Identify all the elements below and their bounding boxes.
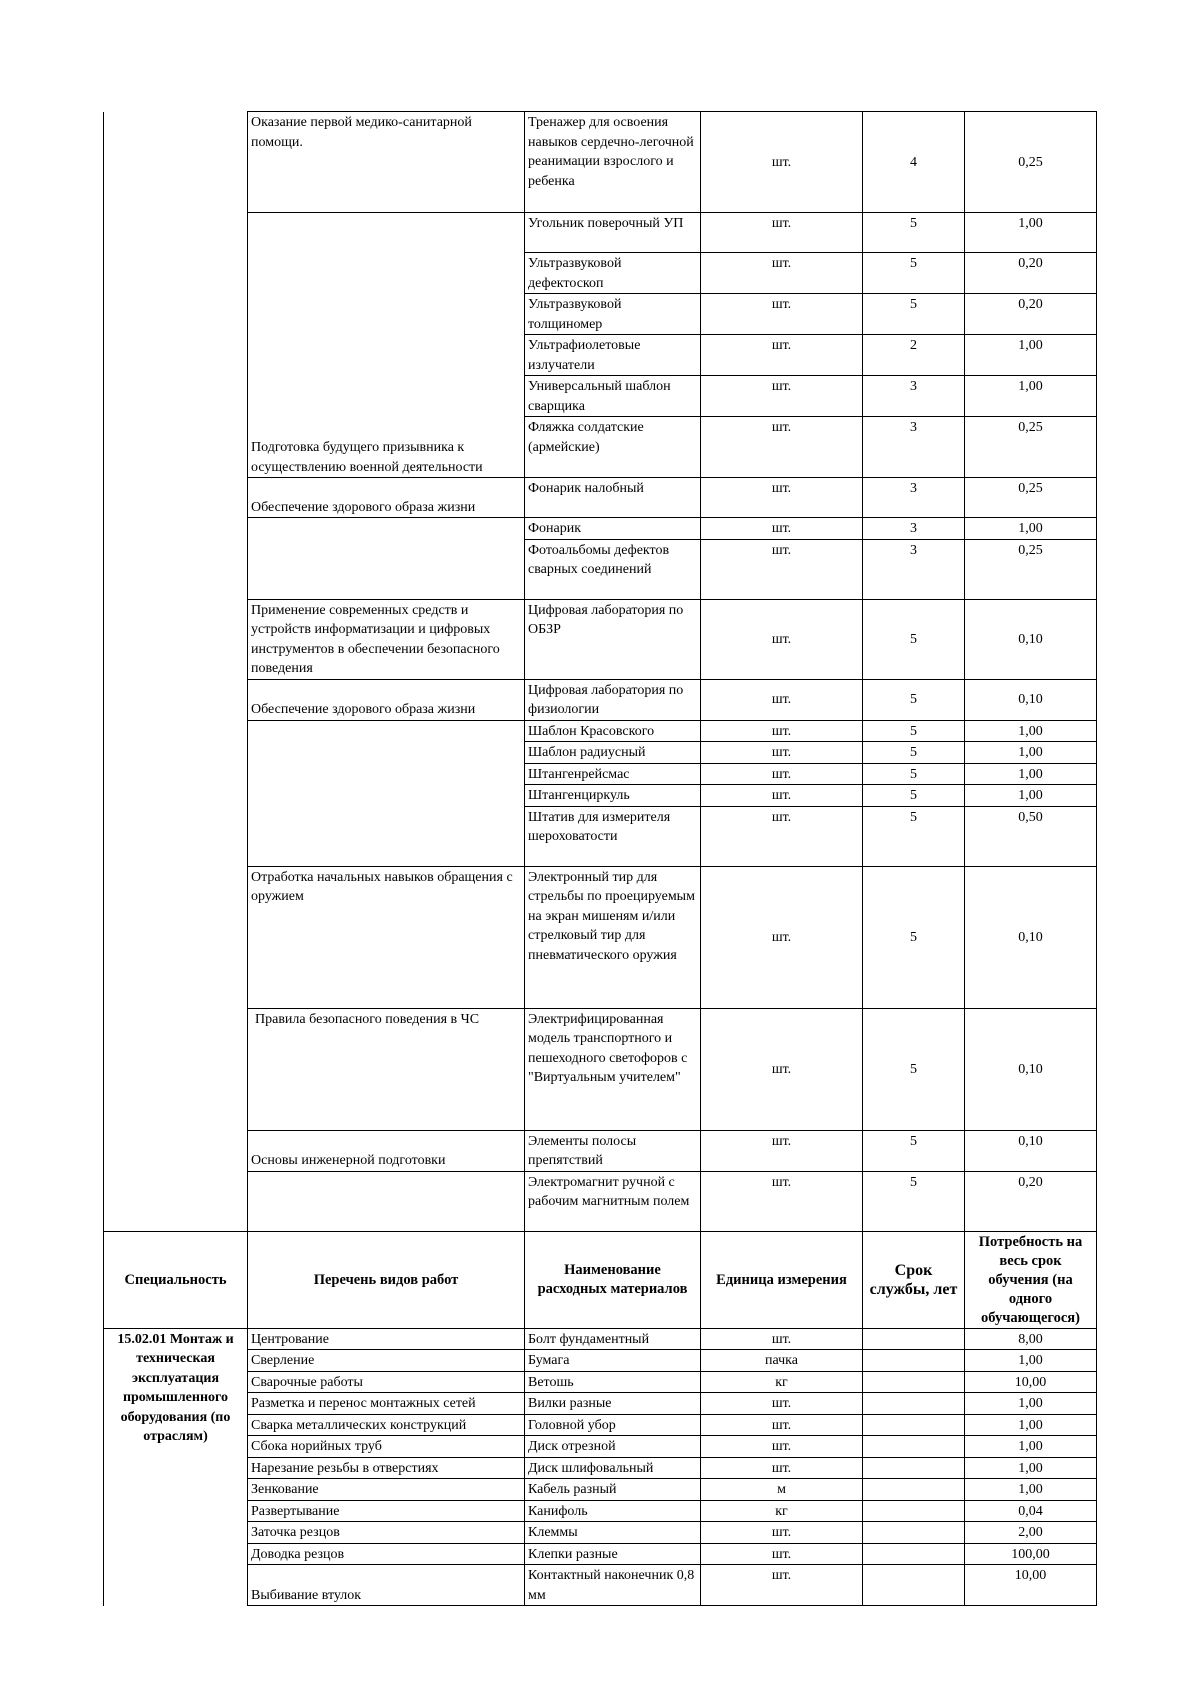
term-cell: 3 bbox=[863, 417, 965, 478]
term-cell bbox=[863, 1436, 965, 1458]
work-cell: Развертывание bbox=[248, 1500, 525, 1522]
unit-cell: шт. bbox=[701, 1414, 863, 1436]
term-cell: 5 bbox=[863, 763, 965, 785]
material-cell: Цифровая лаборатория по ОБЗР bbox=[525, 599, 701, 679]
need-cell: 10,00 bbox=[965, 1371, 1097, 1393]
table-header-row bbox=[104, 1231, 1097, 1328]
unit-cell: шт. bbox=[701, 539, 863, 599]
need-cell: 0,10 bbox=[965, 1130, 1097, 1171]
term-cell bbox=[863, 1500, 965, 1522]
unit-cell: шт. bbox=[701, 253, 863, 294]
work-cell-empty bbox=[248, 518, 525, 600]
need-cell: 0,10 bbox=[965, 866, 1097, 1008]
specialty-cell-continued bbox=[104, 112, 248, 1232]
table-row bbox=[104, 1171, 1097, 1231]
need-cell: 1,00 bbox=[965, 1479, 1097, 1501]
need-cell: 1,00 bbox=[965, 1350, 1097, 1372]
term-cell: 5 bbox=[863, 866, 965, 1008]
material-cell: Штангенрейсмас bbox=[525, 763, 701, 785]
material-cell: Тренажер для освоения навыков сердечно-легочной реанимации взрослого и ребенка bbox=[525, 112, 701, 213]
table-row bbox=[104, 1457, 1097, 1479]
table-row bbox=[104, 1565, 1097, 1606]
table-row bbox=[104, 866, 1097, 1008]
work-cell: Разметка и перенос монтажных сетей bbox=[248, 1393, 525, 1415]
work-cell: Зенкование bbox=[248, 1479, 525, 1501]
material-cell: Шаблон Красовского bbox=[525, 720, 701, 742]
table-row bbox=[104, 1371, 1097, 1393]
material-cell: Головной убор bbox=[525, 1414, 701, 1436]
table-row bbox=[104, 679, 1097, 720]
need-cell: 0,20 bbox=[965, 253, 1097, 294]
term-cell bbox=[863, 1371, 965, 1393]
need-cell: 1,00 bbox=[965, 213, 1097, 253]
unit-cell: шт. bbox=[701, 518, 863, 540]
need-cell: 8,00 bbox=[965, 1328, 1097, 1350]
material-cell: Штатив для измерителя шероховатости bbox=[525, 806, 701, 866]
need-cell: 0,25 bbox=[965, 112, 1097, 213]
material-cell: Контактный наконечник 0,8 мм bbox=[525, 1565, 701, 1606]
unit-cell: шт. bbox=[701, 599, 863, 679]
term-cell: 5 bbox=[863, 806, 965, 866]
work-cell: Сварка металлических конструкций bbox=[248, 1414, 525, 1436]
need-cell: 0,10 bbox=[965, 1008, 1097, 1130]
material-cell: Клепки разные bbox=[525, 1543, 701, 1565]
need-cell: 1,00 bbox=[965, 1457, 1097, 1479]
need-cell: 10,00 bbox=[965, 1565, 1097, 1606]
work-cell: Обеспечение здорового образа жизни bbox=[248, 478, 525, 518]
term-cell: 5 bbox=[863, 742, 965, 764]
unit-cell: шт. bbox=[701, 1457, 863, 1479]
need-cell: 1,00 bbox=[965, 1436, 1097, 1458]
need-cell: 0,10 bbox=[965, 599, 1097, 679]
unit-cell: шт. bbox=[701, 1436, 863, 1458]
need-cell: 100,00 bbox=[965, 1543, 1097, 1565]
header-specialty: Специальность bbox=[104, 1231, 248, 1328]
unit-cell: шт. bbox=[701, 213, 863, 253]
table-row bbox=[104, 1479, 1097, 1501]
material-cell: Ветошь bbox=[525, 1371, 701, 1393]
need-cell: 1,00 bbox=[965, 376, 1097, 417]
unit-cell: шт. bbox=[701, 1130, 863, 1171]
material-cell: Ультрафиолетовые излучатели bbox=[525, 335, 701, 376]
table-row bbox=[104, 1328, 1097, 1350]
need-cell: 1,00 bbox=[965, 742, 1097, 764]
unit-cell: м bbox=[701, 1479, 863, 1501]
work-cell-empty bbox=[248, 1171, 525, 1231]
need-cell: 0,25 bbox=[965, 539, 1097, 599]
unit-cell: кг bbox=[701, 1371, 863, 1393]
term-cell: 3 bbox=[863, 539, 965, 599]
term-cell bbox=[863, 1328, 965, 1350]
table-row bbox=[104, 1414, 1097, 1436]
term-cell: 5 bbox=[863, 1008, 965, 1130]
unit-cell: шт. bbox=[701, 1393, 863, 1415]
term-cell: 5 bbox=[863, 1171, 965, 1231]
term-cell bbox=[863, 1522, 965, 1544]
need-cell: 0,20 bbox=[965, 1171, 1097, 1231]
material-cell: Шаблон радиусный bbox=[525, 742, 701, 764]
table-row bbox=[104, 1393, 1097, 1415]
work-cell: Заточка резцов bbox=[248, 1522, 525, 1544]
term-cell bbox=[863, 1414, 965, 1436]
term-cell: 3 bbox=[863, 478, 965, 518]
unit-cell: шт. bbox=[701, 1565, 863, 1606]
need-cell: 1,00 bbox=[965, 518, 1097, 540]
term-cell bbox=[863, 1457, 965, 1479]
term-cell: 2 bbox=[863, 335, 965, 376]
term-cell bbox=[863, 1350, 965, 1372]
table-row bbox=[104, 1543, 1097, 1565]
header-term: Срок службы, лет bbox=[863, 1231, 965, 1328]
unit-cell: шт. bbox=[701, 478, 863, 518]
header-unit: Единица измерения bbox=[701, 1231, 863, 1328]
material-cell: Штангенциркуль bbox=[525, 785, 701, 807]
unit-cell: шт. bbox=[701, 720, 863, 742]
need-cell: 1,00 bbox=[965, 720, 1097, 742]
material-cell: Ультразвуковой толщиномер bbox=[525, 294, 701, 335]
need-cell: 1,00 bbox=[965, 763, 1097, 785]
unit-cell: кг bbox=[701, 1500, 863, 1522]
unit-cell: пачка bbox=[701, 1350, 863, 1372]
work-cell: Сбока норийных труб bbox=[248, 1436, 525, 1458]
unit-cell: шт. bbox=[701, 806, 863, 866]
material-cell: Диск отрезной bbox=[525, 1436, 701, 1458]
unit-cell: шт. bbox=[701, 1171, 863, 1231]
unit-cell: шт. bbox=[701, 866, 863, 1008]
material-cell: Фляжка солдатские (армейские) bbox=[525, 417, 701, 478]
material-cell: Электромагнит ручной с рабочим магнитным полем bbox=[525, 1171, 701, 1231]
need-cell: 1,00 bbox=[965, 1414, 1097, 1436]
work-cell: Основы инженерной подготовки bbox=[248, 1130, 525, 1171]
table-row bbox=[104, 720, 1097, 742]
material-cell: Болт фундаментный bbox=[525, 1328, 701, 1350]
term-cell: 3 bbox=[863, 376, 965, 417]
work-cell: Нарезание резьбы в отверстиях bbox=[248, 1457, 525, 1479]
work-cell: Сварочные работы bbox=[248, 1371, 525, 1393]
need-cell: 0,50 bbox=[965, 806, 1097, 866]
material-cell: Угольник поверочный УП bbox=[525, 213, 701, 253]
table-row bbox=[104, 518, 1097, 540]
unit-cell: шт. bbox=[701, 1328, 863, 1350]
term-cell bbox=[863, 1479, 965, 1501]
term-cell: 4 bbox=[863, 112, 965, 213]
unit-cell: шт. bbox=[701, 1522, 863, 1544]
need-cell: 1,00 bbox=[965, 335, 1097, 376]
material-cell: Ультразвуковой дефектоскоп bbox=[525, 253, 701, 294]
term-cell: 5 bbox=[863, 720, 965, 742]
table-row bbox=[104, 1500, 1097, 1522]
term-cell: 5 bbox=[863, 253, 965, 294]
work-cell: Выбивание втулок bbox=[248, 1565, 525, 1606]
material-cell: Фотоальбомы дефектов сварных соединений bbox=[525, 539, 701, 599]
material-cell: Фонарик налобный bbox=[525, 478, 701, 518]
header-works: Перечень видов работ bbox=[248, 1231, 525, 1328]
material-cell: Кабель разный bbox=[525, 1479, 701, 1501]
unit-cell: шт. bbox=[701, 1543, 863, 1565]
term-cell: 5 bbox=[863, 785, 965, 807]
work-cell: Отработка начальных навыков обращения с оружием bbox=[248, 866, 525, 1008]
table-row bbox=[104, 599, 1097, 679]
header-need: Потребность на весь срок обучения (на одного обучающегося) bbox=[965, 1231, 1097, 1328]
unit-cell: шт. bbox=[701, 335, 863, 376]
term-cell: 5 bbox=[863, 213, 965, 253]
term-cell bbox=[863, 1543, 965, 1565]
material-cell: Элементы полосы препятствий bbox=[525, 1130, 701, 1171]
unit-cell: шт. bbox=[701, 1008, 863, 1130]
work-cell: Сверление bbox=[248, 1350, 525, 1372]
work-cell: Применение современных средств и устройств информатизации и цифровых инструментов в обеспечении безопасного поведения bbox=[248, 599, 525, 679]
specialty-name: 15.02.01 Монтаж и техническая эксплуатация промышленного оборудования (по отраслям) bbox=[104, 1328, 248, 1606]
table-row bbox=[104, 478, 1097, 518]
table-row bbox=[104, 1130, 1097, 1171]
table-row bbox=[104, 1350, 1097, 1372]
equipment-table bbox=[103, 111, 1097, 1606]
need-cell: 0,10 bbox=[965, 679, 1097, 720]
material-cell: Электрифицированная модель транспортного и пешеходного светофоров с "Виртуальным учителем" bbox=[525, 1008, 701, 1130]
term-cell: 5 bbox=[863, 1130, 965, 1171]
term-cell: 5 bbox=[863, 679, 965, 720]
work-cell: Оказание первой медико-санитарной помощи. bbox=[248, 112, 525, 213]
material-cell: Цифровая лаборатория по физиологии bbox=[525, 679, 701, 720]
term-cell bbox=[863, 1393, 965, 1415]
need-cell: 0,25 bbox=[965, 417, 1097, 478]
need-cell: 1,00 bbox=[965, 1393, 1097, 1415]
table-row bbox=[104, 213, 1097, 253]
table-row bbox=[104, 1436, 1097, 1458]
unit-cell: шт. bbox=[701, 376, 863, 417]
unit-cell: шт. bbox=[701, 417, 863, 478]
need-cell: 1,00 bbox=[965, 785, 1097, 807]
need-cell: 0,25 bbox=[965, 478, 1097, 518]
material-cell: Электронный тир для стрельбы по проецируемым на экран мишеням и/или стрелковый тир для пневматического оружия bbox=[525, 866, 701, 1008]
work-cell: Центрование bbox=[248, 1328, 525, 1350]
unit-cell: шт. bbox=[701, 742, 863, 764]
unit-cell: шт. bbox=[701, 785, 863, 807]
term-cell: 5 bbox=[863, 599, 965, 679]
material-cell: Бумага bbox=[525, 1350, 701, 1372]
table-row bbox=[104, 112, 1097, 213]
unit-cell: шт. bbox=[701, 294, 863, 335]
table-row bbox=[104, 1522, 1097, 1544]
work-cell: Подготовка будущего призывника к осуществлению военной деятельности bbox=[248, 213, 525, 478]
work-cell: Обеспечение здорового образа жизни bbox=[248, 679, 525, 720]
table-row bbox=[104, 1008, 1097, 1130]
work-cell: Доводка резцов bbox=[248, 1543, 525, 1565]
material-cell: Вилки разные bbox=[525, 1393, 701, 1415]
unit-cell: шт. bbox=[701, 679, 863, 720]
work-cell: Правила безопасного поведения в ЧС bbox=[248, 1008, 525, 1130]
need-cell: 0,04 bbox=[965, 1500, 1097, 1522]
unit-cell: шт. bbox=[701, 112, 863, 213]
need-cell: 0,20 bbox=[965, 294, 1097, 335]
material-cell: Фонарик bbox=[525, 518, 701, 540]
material-cell: Канифоль bbox=[525, 1500, 701, 1522]
term-cell bbox=[863, 1565, 965, 1606]
unit-cell: шт. bbox=[701, 763, 863, 785]
material-cell: Диск шлифовальный bbox=[525, 1457, 701, 1479]
material-cell: Клеммы bbox=[525, 1522, 701, 1544]
header-materials: Наименование расходных материалов bbox=[525, 1231, 701, 1328]
work-cell-empty bbox=[248, 720, 525, 866]
need-cell: 2,00 bbox=[965, 1522, 1097, 1544]
material-cell: Универсальный шаблон сварщика bbox=[525, 376, 701, 417]
term-cell: 5 bbox=[863, 294, 965, 335]
term-cell: 3 bbox=[863, 518, 965, 540]
